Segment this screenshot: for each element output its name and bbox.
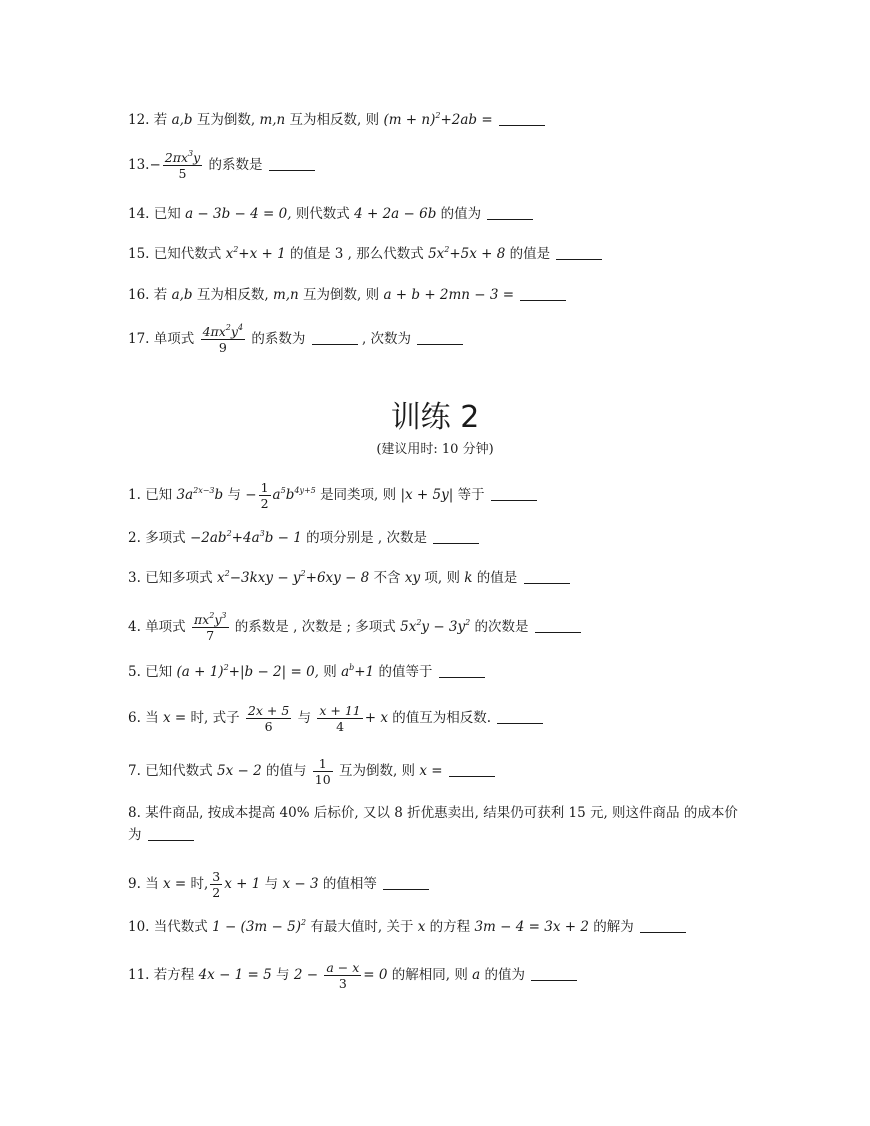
text: 某件商品, 按成本提高 40% 后标价, 又以 8 折优惠卖出, 结果仍可获利 15 元, 则这件商品 的成本价为 [128, 805, 738, 843]
answer-blank[interactable] [148, 827, 194, 841]
text: 已知多项式 [145, 570, 213, 586]
text: 与 [227, 487, 241, 503]
text: 的值为 [440, 206, 482, 222]
question-number: 6. [128, 710, 141, 726]
exponent: 4y+5 [294, 486, 316, 495]
question-2 [128, 528, 479, 548]
text: 互为相反数, 则 [289, 112, 380, 128]
fraction: $\frac{3}{2}$ [212, 869, 221, 900]
answer-blank[interactable] [556, 246, 602, 260]
question-9 [128, 869, 429, 900]
text: 时, [190, 876, 209, 892]
math: y − 3y [421, 619, 466, 635]
text: 单项式 [153, 331, 195, 347]
answer-blank[interactable] [524, 570, 570, 584]
text: 有最大值时, 关于 [310, 919, 414, 935]
text: 项, 则 [424, 570, 460, 586]
text: 当代数式 [153, 919, 208, 935]
math: 3a [176, 487, 194, 503]
text: 不含 [373, 570, 401, 586]
question-16 [128, 285, 566, 305]
question-3 [128, 568, 570, 588]
answer-blank[interactable] [449, 763, 495, 777]
text: 的系数是 [208, 157, 263, 173]
text: 互为倒数, 则 [338, 763, 416, 779]
answer-blank[interactable] [640, 919, 686, 933]
text: 与 [264, 876, 279, 892]
math: b [214, 487, 224, 503]
answer-blank[interactable] [417, 331, 463, 345]
exponent: 5 [280, 486, 286, 495]
text: 的项分别是 , 次数是 [306, 530, 428, 546]
text: 当 [145, 710, 159, 726]
math: b [285, 487, 295, 503]
question-number: 7. [128, 763, 141, 779]
text: 已知 [145, 664, 173, 680]
question-11 [128, 960, 577, 991]
math: |x + 5y| [400, 487, 454, 503]
text: 则代数式 [295, 206, 350, 222]
question-15 [128, 244, 602, 264]
math: 4x − 1 = 5 [198, 967, 272, 983]
math: 4 + 2a − 6b [354, 206, 437, 222]
math: +1 [354, 664, 375, 680]
math: a − 3b − 4 = 0, [185, 206, 292, 222]
question-number: 2. [128, 530, 141, 546]
math: x = [419, 763, 443, 779]
text: 已知 [145, 487, 173, 503]
exponent: 2 [465, 618, 471, 627]
exponent: 2 [435, 111, 441, 120]
text: 单项式 [145, 619, 186, 635]
math: x + 1 [224, 876, 261, 892]
text: 的值互为相反数. [392, 710, 492, 726]
answer-blank[interactable] [520, 287, 566, 301]
section-title: 训练 2 [390, 400, 480, 435]
question-number: 13. [128, 157, 150, 173]
fraction: $\frac{a - x}{3}$ [326, 960, 360, 991]
text: 若 [153, 112, 168, 128]
text: 的次数是 [474, 619, 529, 635]
question-12 [128, 110, 545, 130]
math: 5x [428, 246, 445, 262]
answer-blank[interactable] [497, 710, 543, 724]
text: 的系数是 , 次数是 ; 多项式 [234, 619, 396, 635]
text: 互为相反数, [196, 287, 269, 303]
text: 的值是 [476, 570, 518, 586]
math: xy [404, 570, 421, 586]
question-number: 3. [128, 570, 141, 586]
math: 5x − 2 [216, 763, 262, 779]
exponent: 2 [224, 569, 230, 578]
text: 已知 [153, 206, 181, 222]
text: 的值相等 [322, 876, 377, 892]
text: 的值等于 [378, 664, 433, 680]
answer-blank[interactable] [487, 206, 533, 220]
question-number: 17. [128, 331, 150, 347]
text: 的方程 [429, 919, 471, 935]
exponent: 2x−3 [193, 486, 215, 495]
math: a + b + 2mn − 3 = [383, 287, 515, 303]
math: m,n [272, 287, 299, 303]
math: +4a [231, 530, 260, 546]
math: b − 1 [264, 530, 302, 546]
question-number: 4. [128, 619, 141, 635]
text: 与 [276, 967, 290, 983]
exponent: 2 [300, 569, 306, 578]
fraction: $\frac{1}{10}$ [314, 756, 331, 787]
question-5 [128, 662, 485, 682]
math: a,b [171, 112, 193, 128]
question-8 [128, 802, 748, 846]
math: − [245, 487, 257, 503]
answer-blank[interactable] [269, 157, 315, 171]
math: −2ab [189, 530, 227, 546]
text: 若 [153, 287, 168, 303]
fraction: $\frac{2\pi x^3y}{5}$ [164, 149, 201, 181]
question-number: 12. [128, 112, 150, 128]
text: 则 [323, 664, 337, 680]
exponent: 2 [226, 529, 232, 538]
text: 互为倒数, 则 [303, 287, 380, 303]
math: 5x [400, 619, 417, 635]
fraction: $\frac{2x + 5}{6}$ [247, 703, 290, 734]
answer-blank[interactable] [531, 967, 577, 981]
exponent: 2 [300, 918, 307, 927]
exponent: 2 [223, 663, 229, 672]
text: 的值为 [484, 967, 526, 983]
math: 2 − [293, 967, 319, 983]
math: (a + 1) [176, 664, 224, 680]
text: 与 [297, 710, 312, 726]
math: +6xy − 8 [305, 570, 370, 586]
question-6 [128, 703, 543, 734]
text: 当 [145, 876, 159, 892]
math: − [149, 157, 161, 173]
text: 的值是 3 , 那么代数式 [290, 246, 424, 262]
math: + x [364, 710, 388, 726]
math: x [216, 570, 225, 586]
text: 的解为 [593, 919, 634, 935]
text: 已知代数式 [145, 763, 213, 779]
math: k [464, 570, 473, 586]
section-subtitle: (建议用时: 10 分钟) [376, 442, 494, 457]
math: +|b − 2| = 0, [228, 664, 319, 680]
text: 的系数为 [251, 331, 306, 347]
answer-blank[interactable] [499, 112, 545, 126]
question-number: 8. [128, 805, 141, 821]
question-number: 14. [128, 206, 150, 222]
math: x = [162, 876, 187, 892]
math: x [417, 919, 426, 935]
math: x = [162, 710, 187, 726]
math: (m + n) [383, 112, 436, 128]
question-1 [128, 480, 537, 511]
answer-blank[interactable] [383, 876, 429, 890]
question-10 [128, 917, 686, 937]
exponent: b [349, 663, 355, 672]
question-number: 11. [128, 967, 150, 983]
math: = 0 [363, 967, 388, 983]
question-7 [128, 756, 495, 787]
question-number: 5. [128, 664, 141, 680]
text: 的值与 [265, 763, 307, 779]
fraction: $\frac{x + 11}{4}$ [319, 703, 361, 734]
answer-blank[interactable] [491, 487, 537, 501]
answer-blank[interactable] [312, 331, 358, 345]
math: −3kxy − y [229, 570, 301, 586]
math: m,n [259, 112, 286, 128]
text: 时, 式子 [190, 710, 240, 726]
text: 等于 [457, 487, 485, 503]
math: +5x + 8 [449, 246, 506, 262]
exponent: 2 [444, 245, 450, 254]
math: a [341, 664, 350, 680]
math: 1 − (3m − 5) [212, 919, 301, 935]
answer-blank[interactable] [433, 530, 479, 544]
math: x − 3 [282, 876, 319, 892]
question-number: 16. [128, 287, 150, 303]
question-number: 9. [128, 876, 141, 892]
text: 的值是 [509, 246, 551, 262]
math: 3m − 4 = 3x + 2 [474, 919, 589, 935]
math: x [225, 246, 234, 262]
answer-blank[interactable] [535, 619, 581, 633]
question-17 [128, 324, 463, 355]
question-number: 1. [128, 487, 141, 503]
fraction: $\frac{4\pi x^2y^4}{9}$ [202, 323, 244, 355]
exponent: 3 [259, 529, 265, 538]
text: 的解相同, 则 [391, 967, 468, 983]
question-13 [128, 150, 315, 181]
question-number: 15. [128, 246, 150, 262]
math: a,b [171, 287, 193, 303]
math: a [472, 967, 481, 983]
text: 是同类项, 则 [320, 487, 397, 503]
math: a [272, 487, 281, 503]
fraction: $\frac{1}{2}$ [260, 480, 269, 511]
fraction: $\frac{\pi x^2y^3}{7}$ [193, 611, 227, 643]
math: +x + 1 [238, 246, 286, 262]
text: 多项式 [145, 530, 186, 546]
text: 若方程 [153, 967, 195, 983]
math: +2ab = [440, 112, 493, 128]
question-14 [128, 204, 533, 224]
question-4 [128, 612, 581, 643]
text: 互为倒数, [196, 112, 256, 128]
answer-blank[interactable] [439, 664, 485, 678]
question-number: 10. [128, 919, 150, 935]
text: , 次数为 [361, 331, 412, 347]
text: 已知代数式 [153, 246, 222, 262]
exponent: 2 [233, 245, 239, 254]
exponent: 2 [416, 618, 422, 627]
